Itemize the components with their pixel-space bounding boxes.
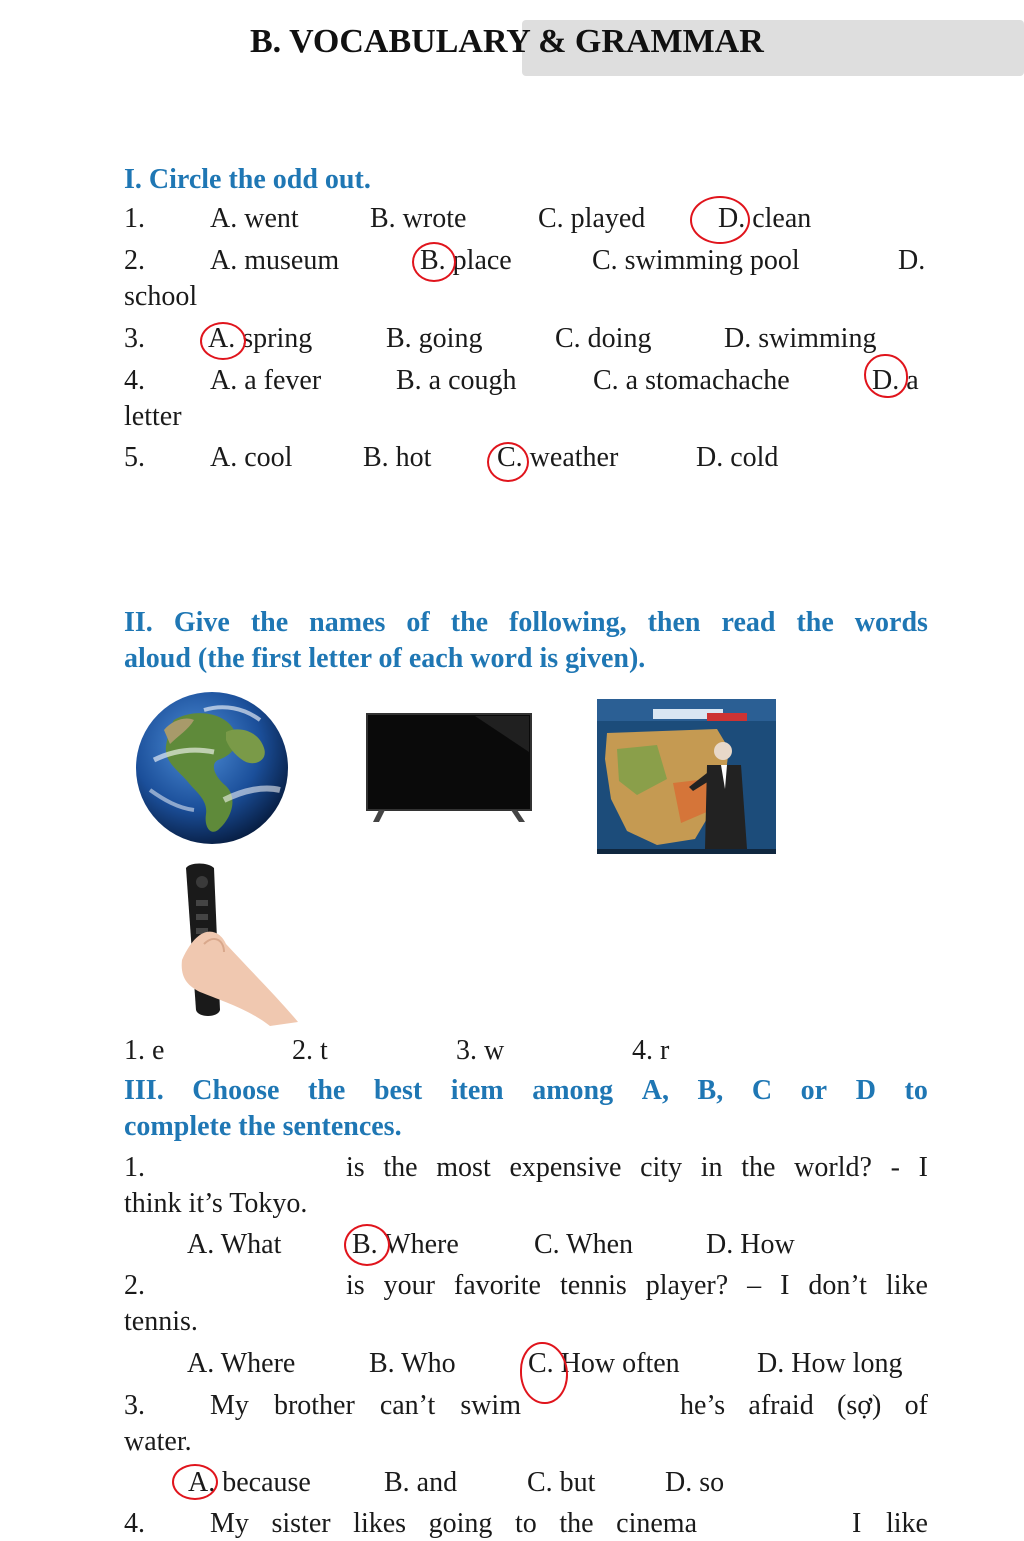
page-title: B. VOCABULARY & GRAMMAR xyxy=(250,23,764,60)
option-b[interactable]: B. going xyxy=(386,323,483,354)
option-a[interactable]: A. museum xyxy=(210,245,340,276)
section-3-heading-line-1: III. Choose the best item among A, B, C or D to xyxy=(124,1075,928,1106)
question-text-line-1: My sister likes going to the cinema xyxy=(210,1508,697,1539)
item-number: 1. xyxy=(124,203,145,234)
option-c[interactable]: C. but xyxy=(527,1467,596,1498)
answer-blank-1[interactable]: 1. e xyxy=(124,1035,165,1066)
option-b[interactable]: B. Where xyxy=(352,1229,459,1260)
answer-circle-mark xyxy=(412,242,456,282)
section-3-heading-line-2: complete the sentences. xyxy=(124,1111,402,1142)
option-b[interactable]: B. Who xyxy=(369,1348,456,1379)
option-a[interactable]: A. What xyxy=(187,1229,282,1260)
section-2-heading-line-2: aloud (the first letter of each word is given). xyxy=(124,643,646,674)
option-d[interactable]: D. a xyxy=(872,365,919,396)
question-text-line-2: think it’s Tokyo. xyxy=(124,1188,308,1219)
question-text-line-1-end: I like xyxy=(852,1508,928,1539)
section-1-heading: I. Circle the odd out. xyxy=(124,164,371,195)
option-a[interactable]: A. a fever xyxy=(210,365,322,396)
question-text-line-2: water. xyxy=(124,1426,192,1457)
answer-blank-2[interactable]: 2. t xyxy=(292,1035,328,1066)
section-2-heading-line-1: II. Give the names of the following, then read the words xyxy=(124,607,928,638)
answer-circle-mark xyxy=(520,1342,568,1404)
option-a[interactable]: A. went xyxy=(210,203,299,234)
option-b[interactable]: B. place xyxy=(420,245,512,276)
answer-circle-mark xyxy=(690,196,750,244)
option-b[interactable]: B. wrote xyxy=(370,203,467,234)
question-text-line-1: My brother can’t swim xyxy=(210,1390,521,1421)
option-a[interactable]: A. cool xyxy=(210,442,293,473)
question-text-line-1-end: he’s afraid (sợ) of xyxy=(680,1390,928,1421)
option-d[interactable]: D. so xyxy=(665,1467,725,1498)
weather-forecast-picture xyxy=(597,699,776,854)
option-d[interactable]: D. xyxy=(898,245,926,276)
answer-circle-mark xyxy=(200,322,246,360)
answer-blank-4[interactable]: 4. r xyxy=(632,1035,670,1066)
option-c[interactable]: C. doing xyxy=(555,323,652,354)
question-number: 4. xyxy=(124,1508,145,1539)
option-a[interactable]: A. Where xyxy=(187,1348,296,1379)
option-b[interactable]: B. hot xyxy=(363,442,432,473)
answer-blank-3[interactable]: 3. w xyxy=(456,1035,505,1066)
option-c[interactable]: C. weather xyxy=(497,442,619,473)
option-c[interactable]: C. played xyxy=(538,203,646,234)
television-picture xyxy=(365,712,533,824)
option-a[interactable]: A. spring xyxy=(208,323,313,354)
option-d[interactable]: D. How long xyxy=(757,1348,903,1379)
question-text-line-2: tennis. xyxy=(124,1306,198,1337)
option-c[interactable]: C. a stomachache xyxy=(593,365,790,396)
question-text-line-1: is your favorite tennis player? – I don’t like xyxy=(346,1270,928,1301)
option-c[interactable]: C. How often xyxy=(528,1348,680,1379)
question-number: 3. xyxy=(124,1390,145,1421)
question-number: 2. xyxy=(124,1270,145,1301)
option-d[interactable]: D. clean xyxy=(718,203,812,234)
option-d[interactable]: D. How xyxy=(706,1229,795,1260)
answer-circle-mark xyxy=(487,442,529,482)
option-c[interactable]: C. swimming pool xyxy=(592,245,800,276)
option-a[interactable]: A. because xyxy=(188,1467,311,1498)
answer-circle-mark xyxy=(172,1464,218,1500)
answer-circle-mark xyxy=(344,1224,390,1266)
option-d[interactable]: D. cold xyxy=(696,442,779,473)
answer-circle-mark xyxy=(864,354,908,398)
item-number: 3. xyxy=(124,323,145,354)
option-d[interactable]: D. swimming xyxy=(724,323,877,354)
item-number: 4. xyxy=(124,365,145,396)
option-b[interactable]: B. a cough xyxy=(396,365,517,396)
option-d-wrap[interactable]: school xyxy=(124,281,198,312)
question-text-line-1: is the most expensive city in the world? - I xyxy=(346,1152,928,1183)
earth-picture xyxy=(134,690,290,846)
item-number: 2. xyxy=(124,245,145,276)
option-c[interactable]: C. When xyxy=(534,1229,634,1260)
item-number: 5. xyxy=(124,442,145,473)
option-b[interactable]: B. and xyxy=(384,1467,458,1498)
remote-control-picture xyxy=(180,860,300,1028)
option-d-wrap[interactable]: letter xyxy=(124,401,182,432)
question-number: 1. xyxy=(124,1152,145,1183)
